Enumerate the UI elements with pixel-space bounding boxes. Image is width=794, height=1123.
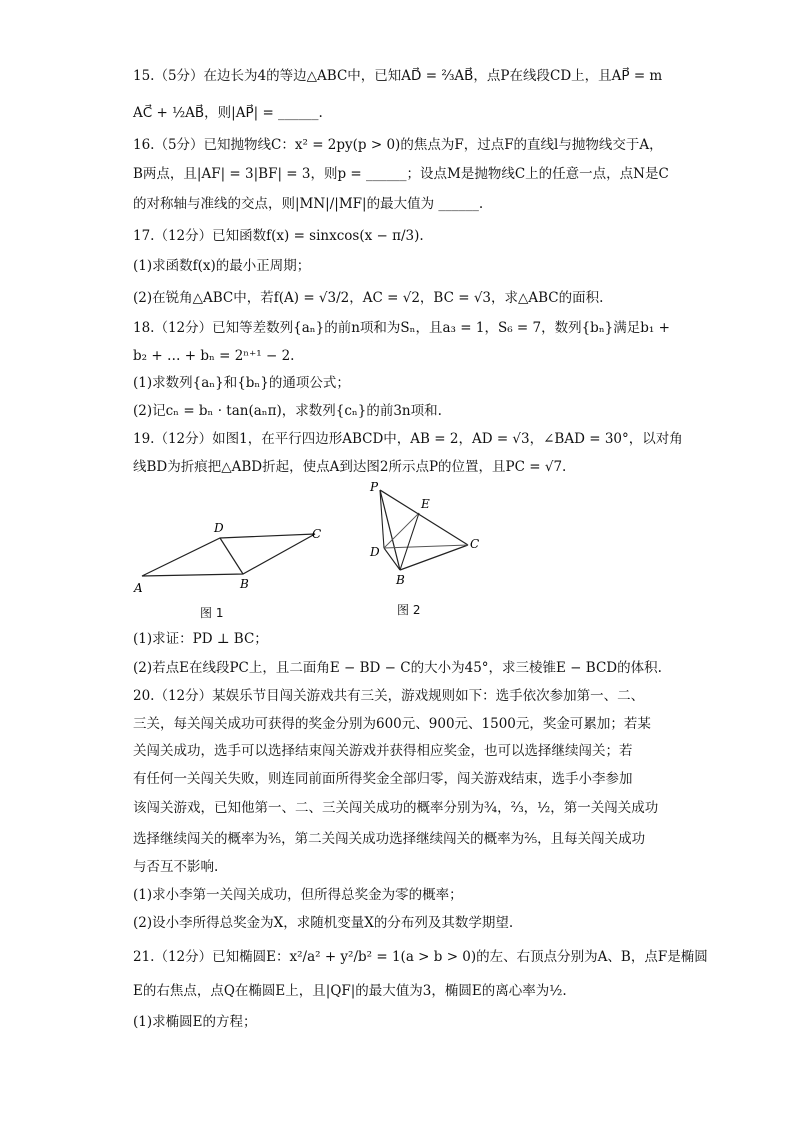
q20-line-1: 20.（12分）某娱乐节目闯关游戏共有三关，游戏规则如下：选手依次参加第一、二、: [133, 688, 645, 704]
q20-line-6: 选择继续闯关的概率为⅗，第二关闯关成功选择继续闯关的概率为⅖，且每关闯关成功: [133, 831, 646, 847]
q21-line-1: 21.（12分）已知椭圆E：x²/a² + y²/b² = 1(a > b > 0)的左、右顶点分别为A、B，点F是椭圆: [133, 949, 708, 965]
fig2-label-c: C: [470, 537, 480, 551]
q19-part-2: (2)若点E在线段PC上，且二面角E − BD − C的大小为45°，求三棱锥E − BCD的体积.: [133, 660, 662, 676]
q19-line-1: 19.（12分）如图1，在平行四边形ABCD中，AB = 2，AD = √3，∠BAD = 30°，以对角: [133, 431, 683, 447]
q17-line-1: 17.（12分）已知函数f(x) = sinxcos(x − π/3).: [133, 228, 424, 244]
q16-line-2: B两点，且|AF| = 3|BF| = 3，则p = ______；设点M是抛物线C上的任意一点，点N是C: [133, 166, 669, 182]
figure-1-parallelogram: [130, 512, 330, 602]
q17-part-1: (1)求函数f(x)的最小正周期；: [133, 258, 311, 274]
q18-line-1: 18.（12分）已知等差数列{aₙ}的前n项和为Sₙ，且a₃ = 1，S₆ = 7，数列{bₙ}满足b₁ +: [133, 320, 670, 336]
q21-part-1: (1)求椭圆E的方程；: [133, 1014, 257, 1030]
q18-part-1: (1)求数列{aₙ}和{bₙ}的通项公式；: [133, 375, 350, 391]
q19-line-2: 线BD为折痕把△ABD折起，使点A到达图2所示点P的位置，且PC = √7.: [133, 459, 567, 475]
q15-line-1: 15.（5分）在边长为4的等边△ABC中，已知AD⃗ = ⅔AB⃗，点P在线段CD上，且AP⃗ = m: [133, 68, 663, 84]
q15-line-2: AC⃗ + ½AB⃗，则|AP⃗| = ______.: [133, 105, 323, 121]
q20-part-2: (2)设小李所得总奖金为X，求随机变量X的分布列及其数学期望.: [133, 915, 514, 931]
fig2-label-b: B: [396, 573, 405, 587]
figure-2-tetrahedron: [364, 478, 484, 588]
q20-line-3: 关闯关成功，选手可以选择结束闯关游戏并获得相应奖金，也可以选择继续闯关；若: [133, 743, 633, 759]
fig1-label-a: A: [134, 581, 143, 595]
q20-line-5: 该闯关游戏，已知他第一、二、三关闯关成功的概率分别为¾，⅔，½，第一关闯关成功: [133, 800, 659, 816]
q20-line-2: 三关，每关闯关成功可获得的奖金分别为600元、900元、1500元，奖金可累加；若某: [133, 716, 651, 732]
q18-line-2: b₂ + … + bₙ = 2ⁿ⁺¹ − 2.: [133, 348, 295, 364]
fig2-label-d: D: [370, 545, 380, 559]
q20-part-1: (1)求小李第一关闯关成功，但所得总奖金为零的概率；: [133, 887, 463, 903]
fig1-label-d: D: [214, 521, 224, 535]
figure-2-caption: 图 2: [397, 603, 421, 617]
figure-1-caption: 图 1: [200, 606, 224, 620]
q16-line-1: 16.（5分）已知抛物线C：x² = 2py(p > 0)的焦点为F，过点F的直线l与抛物线交于A，: [133, 137, 663, 153]
q18-part-2: (2)记cₙ = bₙ · tan(aₙπ)，求数列{cₙ}的前3n项和.: [133, 403, 442, 419]
q20-line-7: 与否互不影响.: [133, 859, 219, 875]
q21-line-2: E的右焦点，点Q在椭圆E上，且|QF|的最大值为3，椭圆E的离心率为½.: [133, 983, 567, 999]
fig1-label-b: B: [240, 577, 249, 591]
q19-part-1: (1)求证：PD ⊥ BC；: [133, 631, 268, 647]
fig2-label-e: E: [421, 497, 430, 511]
q20-line-4: 有任何一关闯关失败，则连同前面所得奖金全部归零，闯关游戏结束，选手小李参加: [133, 771, 633, 787]
fig2-label-p: P: [370, 480, 379, 494]
q16-line-3: 的对称轴与准线的交点，则|MN|/|MF|的最大值为 ______.: [133, 196, 484, 212]
fig1-label-c: C: [312, 527, 322, 541]
q17-part-2: (2)在锐角△ABC中，若f(A) = √3/2，AC = √2，BC = √3，求△ABC的面积.: [133, 290, 604, 306]
